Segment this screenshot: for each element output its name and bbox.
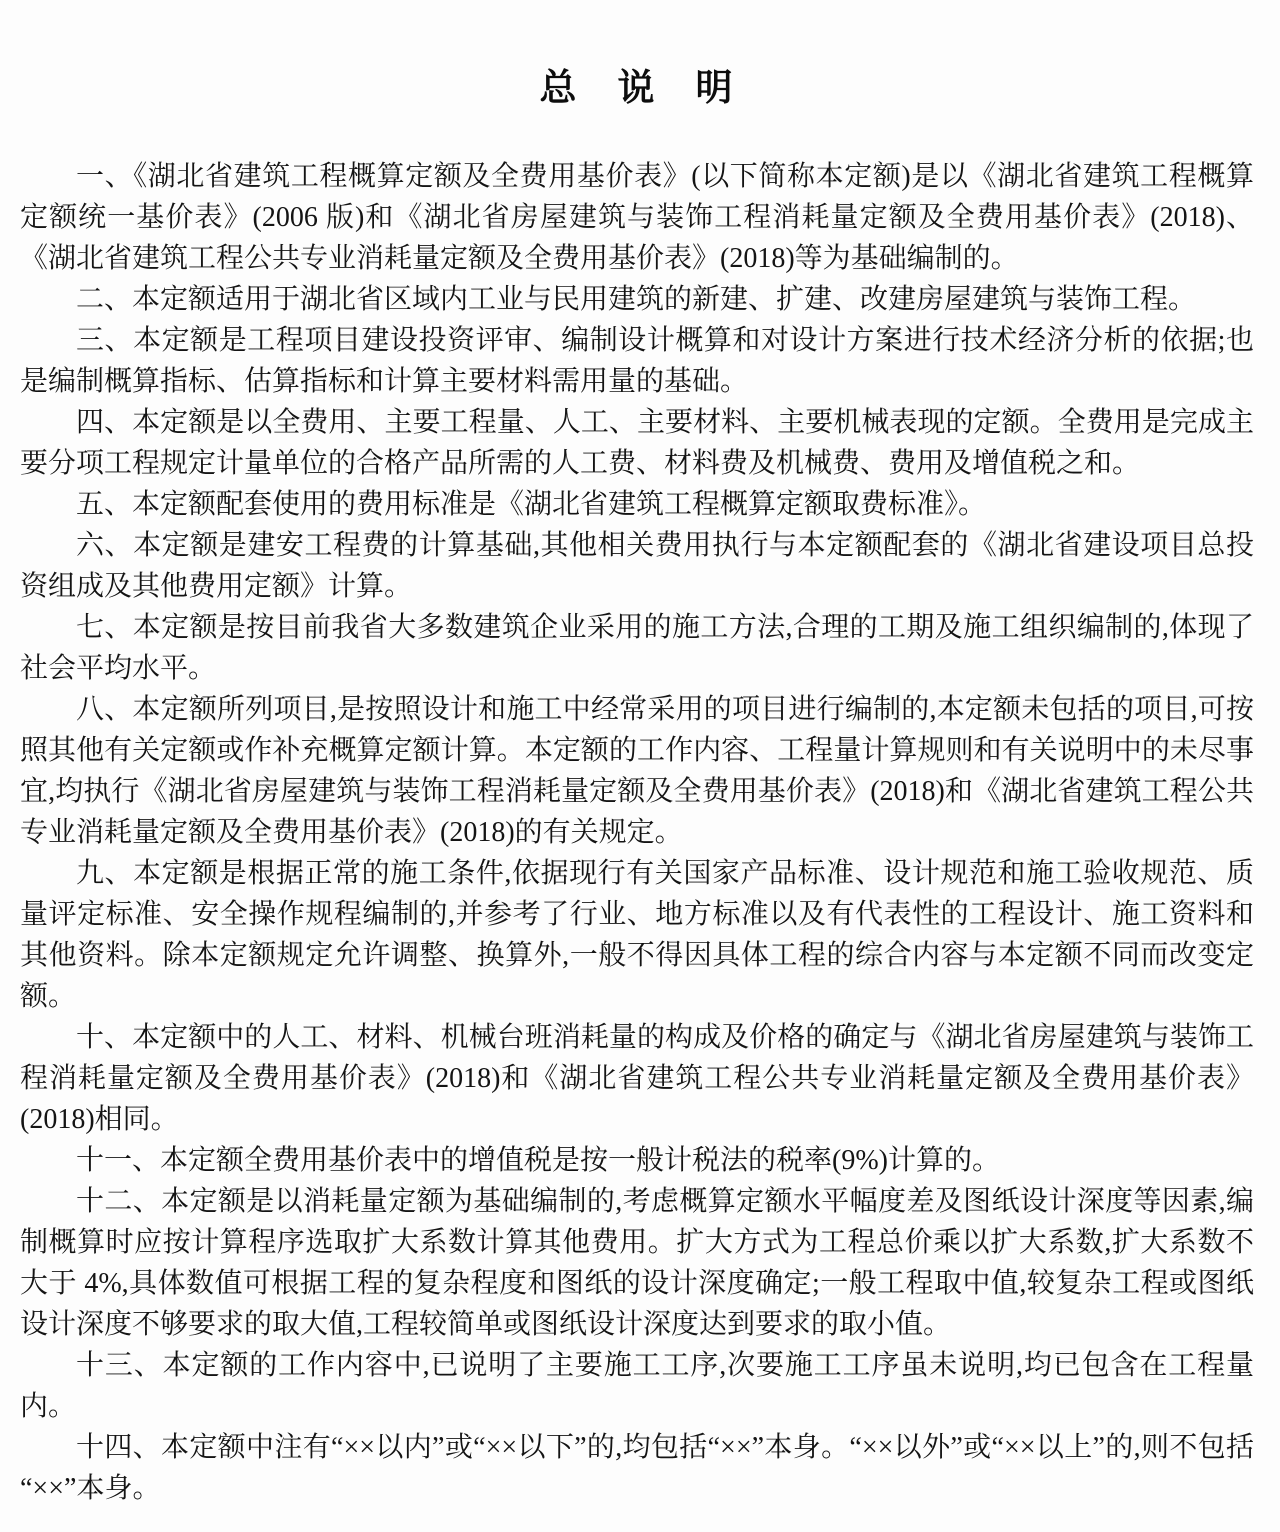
paragraph-8: 八、本定额所列项目,是按照设计和施工中经常采用的项目进行编制的,本定额未包括的项目,可按照其他有关定额或作补充概算定额计算。本定额的工作内容、工程量计算规则和有关说明中的未尽事宜,均执行《湖北省房屋建筑与装饰工程消耗量定额及全费用基价表》(2018)和《湖北省建筑工程公共专业消耗量定额及全费用基价表》(2018)的有关规定。 xyxy=(20,694,1254,849)
paragraph-5: 五、本定额配套使用的费用标准是《湖北省建筑工程概算定额取费标准》。 xyxy=(76,489,987,521)
paragraph-9: 九、本定额是根据正常的施工条件,依据现行有关国家产品标准、设计规范和施工验收规范、质量评定标准、安全操作规程编制的,并参考了行业、地方标准以及有代表性的工程设计、施工资料和其他资料。除本定额规定允许调整、换算外,一般不得因具体工程的综合内容与本定额不同而改变定额。 xyxy=(20,858,1254,1013)
paragraph-13: 十三、本定额的工作内容中,已说明了主要施工工序,次要施工工序虽未说明,均已包含在工程量内。 xyxy=(20,1350,1254,1423)
paragraph-4: 四、本定额是以全费用、主要工程量、人工、主要材料、主要机械表现的定额。全费用是完成主要分项工程规定计量单位的合格产品所需的人工费、材料费及机械费、费用及增值税之和。 xyxy=(20,407,1254,480)
paragraph-12: 十二、本定额是以消耗量定额为基础编制的,考虑概算定额水平幅度差及图纸设计深度等因素,编制概算时应按计算程序选取扩大系数计算其他费用。扩大方式为工程总价乘以扩大系数,扩大系数不大于 4%,具体数值可根据工程的复杂程度和图纸的设计深度确定;一般工程取中值,较复杂工程或图纸设计深度不够要求的取大值,工程较简单或图纸设计深度达到要求的取小值。 xyxy=(20,1186,1254,1341)
paragraph-3: 三、本定额是工程项目建设投资评审、编制设计概算和对设计方案进行技术经济分析的依据;也是编制概算指标、估算指标和计算主要材料需用量的基础。 xyxy=(20,325,1254,398)
paragraph-14: 十四、本定额中注有“××以内”或“××以下”的,均包括“××”本身。“××以外”或“××以上”的,则不包括“××”本身。 xyxy=(20,1432,1254,1505)
page-title: 总 说 明 xyxy=(539,66,735,109)
paragraph-6: 六、本定额是建安工程费的计算基础,其他相关费用执行与本定额配套的《湖北省建设项目总投资组成及其他费用定额》计算。 xyxy=(20,530,1254,603)
paragraph-7: 七、本定额是按目前我省大多数建筑企业采用的施工方法,合理的工期及施工组织编制的,体现了社会平均水平。 xyxy=(20,612,1254,685)
paragraph-10: 十、本定额中的人工、材料、机械台班消耗量的构成及价格的确定与《湖北省房屋建筑与装饰工程消耗量定额及全费用基价表》(2018)和《湖北省建筑工程公共专业消耗量定额及全费用基价表》(2018)相同。 xyxy=(20,1022,1254,1136)
document-body xyxy=(20,156,1254,1509)
paragraph-2: 二、本定额适用于湖北省区域内工业与民用建筑的新建、扩建、改建房屋建筑与装饰工程。 xyxy=(76,284,1197,316)
paragraph-1: 一、《湖北省建筑工程概算定额及全费用基价表》(以下简称本定额)是以《湖北省建筑工程概算定额统一基价表》(2006 版)和《湖北省房屋建筑与装饰工程消耗量定额及全费用基价表》(2018)、《湖北省建筑工程公共专业消耗量定额及全费用基价表》(2018)等为基础编制的。 xyxy=(20,161,1254,275)
paragraph-11: 十一、本定额全费用基价表中的增值税是按一般计税法的税率(9%)计算的。 xyxy=(76,1145,1000,1177)
